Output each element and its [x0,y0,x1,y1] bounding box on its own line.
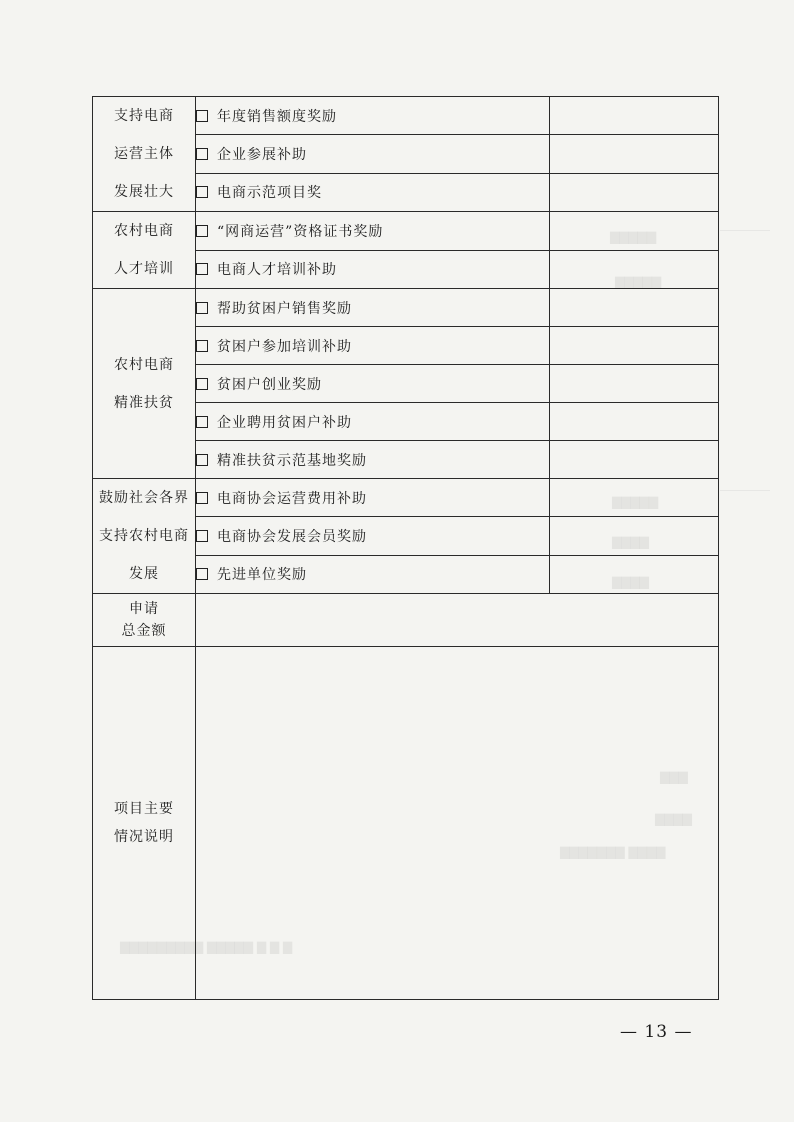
bleed-through-text: ▇▇▇▇▇ [610,230,657,244]
category-cell [93,289,196,479]
amount-cell[interactable] [550,365,719,403]
amount-cell[interactable] [550,517,719,555]
checkbox[interactable] [196,378,208,390]
item-label: 贫困户创业奖励 [217,376,322,393]
item-cell [196,403,550,441]
project-description-row-input-cell[interactable] [196,647,719,1000]
category-label-line: 鼓励社会各界 [99,490,189,506]
bleed-through-text: ▇▇▇▇ [655,812,692,826]
item-cell [196,135,550,173]
page-number: — 13 — [620,1022,693,1042]
amount-cell[interactable] [550,441,719,479]
checkbox[interactable] [196,148,208,160]
project-description-row [93,647,719,1000]
item-label: 帮助贫困户销售奖励 [217,300,352,317]
category-cell [93,479,196,594]
checkbox[interactable] [196,186,208,198]
total-amount-row-label-cell [93,594,196,647]
item-label: 企业聘用贫困户补助 [217,414,352,431]
total-amount-row-label-line: 总金额 [121,623,167,639]
category-label-line: 发展 [129,566,159,582]
bleed-through-text: ▇▇▇▇▇▇▇▇▇ ▇▇▇▇▇ ▇ ▇ ▇ [120,940,293,954]
item-label: 企业参展补助 [217,146,307,163]
checkbox[interactable] [196,454,208,466]
amount-cell[interactable] [550,403,719,441]
checkbox[interactable] [196,530,208,542]
form-row [93,479,719,517]
item-cell [196,365,550,403]
checkbox[interactable] [196,110,208,122]
item-cell [196,555,550,593]
total-amount-row-input-cell[interactable] [196,594,719,647]
item-cell [196,479,550,517]
category-label-line: 支持农村电商 [99,528,189,544]
checkbox[interactable] [196,416,208,428]
checkbox[interactable] [196,225,208,237]
bleed-through-text: ▇▇▇▇ [612,575,649,589]
item-cell [196,250,550,289]
item-label: 精准扶贫示范基地奖励 [217,452,367,469]
item-label: “网商运营”资格证书奖励 [217,223,384,240]
amount-cell[interactable] [550,212,719,251]
item-cell [196,441,550,479]
form-row [93,289,719,327]
bleed-through-text: ▇▇▇▇▇ [612,495,659,509]
amount-cell[interactable] [550,135,719,173]
project-description-row-label-line: 情况说明 [114,829,174,845]
checkbox[interactable] [196,263,208,275]
bleed-through-text: ▇▇▇ [660,770,688,784]
category-label-line: 精准扶贫 [114,394,174,411]
total-amount-row [93,594,719,647]
bleed-through-text: ▇▇▇▇▇ [615,275,662,289]
bleed-through-text: ▇▇▇▇ [612,535,649,549]
form-row [93,97,719,135]
item-label: 先进单位奖励 [217,567,307,584]
amount-cell[interactable] [550,479,719,517]
item-label: 电商协会发展会员奖励 [217,528,367,545]
amount-cell[interactable] [550,289,719,327]
project-description-row-label-cell [93,647,196,1000]
item-cell [196,212,550,251]
category-label-line: 人才培训 [114,261,174,277]
project-description-row-label-line: 项目主要 [114,801,174,817]
category-label-line: 农村电商 [114,223,174,239]
item-label: 电商示范项目奖 [217,185,322,202]
item-label: 年度销售额度奖励 [217,108,337,125]
category-label-line: 农村电商 [114,356,174,373]
checkbox[interactable] [196,492,208,504]
category-label-line: 支持电商 [114,108,174,124]
bleed-through-line [720,230,770,231]
item-cell [196,97,550,135]
application-form-table [92,96,719,1000]
item-label: 电商人才培训补助 [217,262,337,279]
checkbox[interactable] [196,568,208,580]
total-amount-row-label-line: 申请 [129,601,159,617]
amount-cell[interactable] [550,97,719,135]
category-label-line: 运营主体 [114,146,174,162]
checkbox[interactable] [196,340,208,352]
category-cell [93,97,196,212]
item-label: 电商协会运营费用补助 [217,490,367,507]
bleed-through-text: ▇▇▇▇▇▇▇ ▇▇▇▇ [560,845,666,859]
checkbox[interactable] [196,302,208,314]
item-label: 贫困户参加培训补助 [217,338,352,355]
amount-cell[interactable] [550,173,719,211]
form-row [93,212,719,251]
category-cell [93,212,196,289]
amount-cell[interactable] [550,327,719,365]
item-cell [196,517,550,555]
bleed-through-line [720,490,770,491]
amount-cell[interactable] [550,250,719,289]
amount-cell[interactable] [550,555,719,593]
item-cell [196,173,550,211]
item-cell [196,327,550,365]
item-cell [196,289,550,327]
category-label-line: 发展壮大 [114,184,174,200]
